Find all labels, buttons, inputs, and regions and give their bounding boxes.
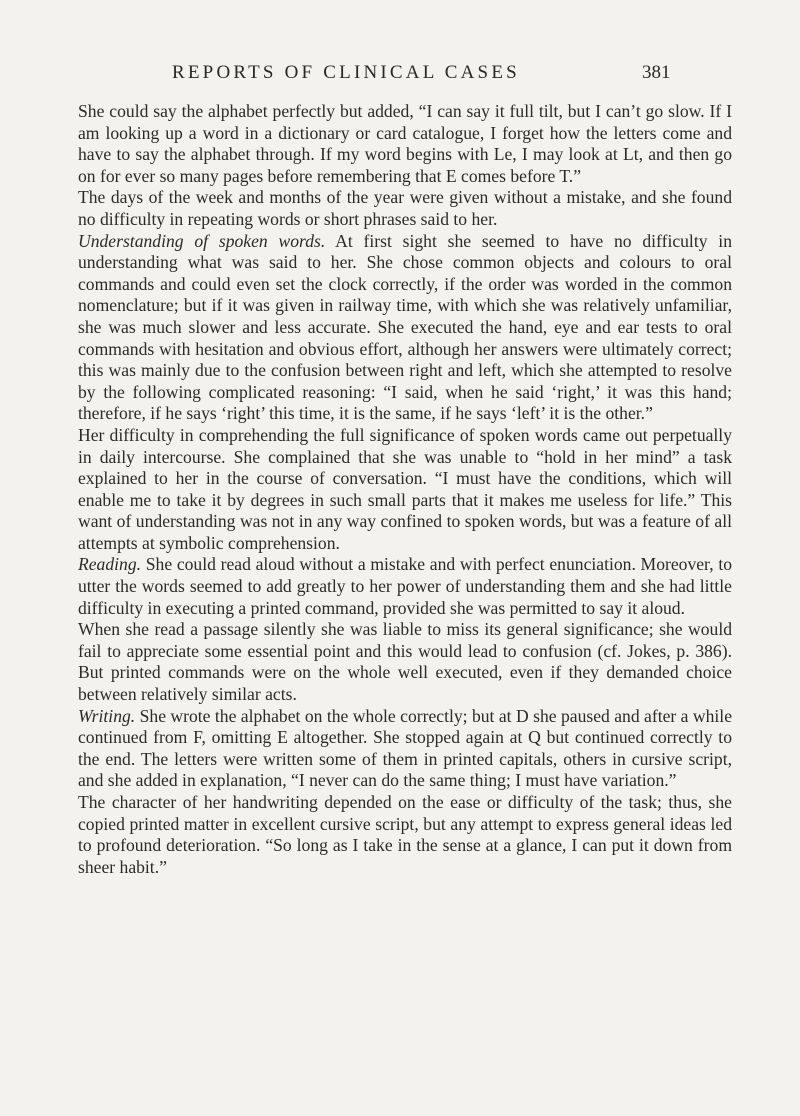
paragraph-text: The character of her handwriting depended on the ease or difficulty of the task; thus, she copied printed matter in excellent cursive script, but any attempt to express general ideas led to profound deterioration. “So long as I take in the sense at a glance, I can put it down from sheer habit.” xyxy=(78,792,732,877)
paragraph-text: When she read a passage silently she was liable to miss its general significance; she would fail to appreciate some essential point and this would lead to confusion (cf. Jokes, p. 386). But printed commands were on the whole well executed, even if they demanded choice between relatively similar acts. xyxy=(78,619,732,705)
paragraph xyxy=(78,425,732,555)
running-head: REPORTS OF CLINICAL CASES xyxy=(172,62,520,83)
paragraph xyxy=(78,231,732,425)
paragraph-text: She could say the alphabet perfectly but added, “I can say it full tilt, but I can’t go slow. If I am looking up a word in a dictionary or card catalogue, I forget how the letters come and have to say the alphabet through. If my word begins with Le, I may look at Lt, and then go on for ever so many pages before remembering that E comes before T.” xyxy=(78,101,732,186)
paragraph xyxy=(78,619,732,705)
paragraph xyxy=(78,554,732,619)
paragraph-text: She could read aloud without a mistake and with perfect enunciation. Moreover, to utter the words seemed to add greatly to her power of understanding them and she had little difficulty in executing a printed command, provided she was permitted to say it aloud. xyxy=(78,554,732,618)
paragraph xyxy=(78,187,732,230)
paragraph xyxy=(78,101,732,187)
section-heading: Understanding of spoken words. xyxy=(78,230,326,251)
paragraph-text: The days of the week and months of the year were given without a mistake, and she found no difficulty in repeating words or short phrases said to her. xyxy=(78,187,732,229)
paragraph-text: Her difficulty in comprehending the full significance of spoken words came out perpetually in daily intercourse. She complained that she was unable to “hold in her mind” a task explained to her in the course of conversation. “I must have the conditions, which will enable me to take it by degrees in such small parts that it makes me useless for life.” This want of understanding was not in any way confined to spoken words, but was a feature of all attempts at symbolic comprehension. xyxy=(78,424,732,553)
paragraph xyxy=(78,706,732,792)
paragraph-text: At first sight she seemed to have no difficulty in understanding what was said to her. She chose common objects and colours to oral commands and could even set the clock correctly, if the order was worded in the common nomenclature; but if it was given in railway time, with which she was relatively unfamiliar, she was much slower and less accurate. She executed the hand, eye and ear tests to oral commands with hesitation and obvious effort, although her answers were ultimately correct; this was mainly due to the confusion between right and left, which she attempted to resolve by the following complicated reasoning: “I said, when he said ‘right,’ it was this hand; therefore, if he says ‘right’ this time, it is the same, if he says ‘left’ it is the other.” xyxy=(78,230,732,424)
paragraph xyxy=(78,792,732,878)
body-text xyxy=(78,101,732,878)
section-heading: Reading. xyxy=(78,554,142,575)
page-number: 381 xyxy=(642,62,671,83)
section-heading: Writing. xyxy=(78,705,136,726)
paragraph-text: She wrote the alphabet on the whole correctly; but at D she paused and after a while continued from F, omitting E altogether. She stopped again at Q but continued correctly to the end. The letters were written some of them in printed capitals, others in cursive script, and she added in explanation, “I never can do the same thing; I must have variation.” xyxy=(78,705,732,791)
